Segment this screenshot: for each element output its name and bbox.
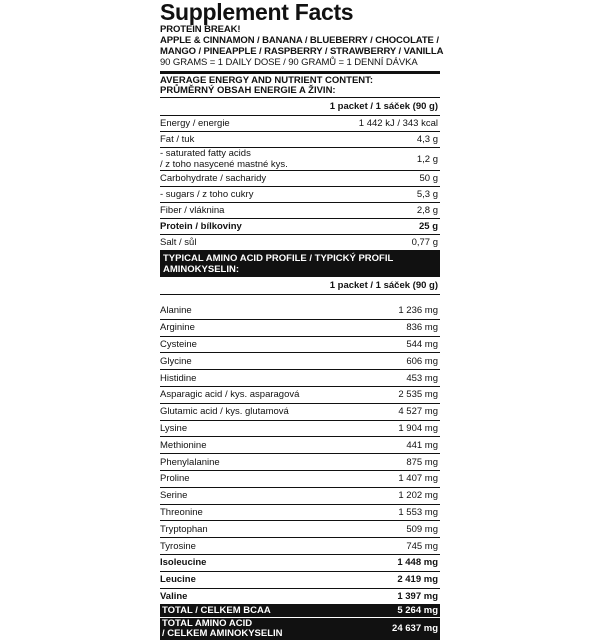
nutrient-row: [160, 219, 440, 235]
total-amino-value: 24 637 mg: [392, 623, 438, 635]
amino-acid-row: [160, 320, 440, 337]
amino-acid-value: 4 527 mg: [398, 406, 438, 418]
amino-acid-row: [160, 589, 440, 606]
nutrient-value: 2,8 g: [416, 205, 438, 216]
amino-acid-value: 453 mg: [406, 372, 438, 384]
nutrient-label: Salt / sůl: [160, 237, 197, 248]
amino-acid-row: [160, 404, 440, 421]
nutrient-value: 25 g: [418, 221, 438, 232]
nutrient-label: Energy / energie: [160, 118, 230, 129]
amino-section-heading: TYPICAL AMINO ACID PROFILE / TYPICKÝ PROFIL AMINOKYSELIN:: [160, 251, 440, 277]
amino-acid-value: 745 mg: [406, 540, 438, 552]
amino-acid-value: 1 236 mg: [398, 305, 438, 317]
nutrient-table: [160, 116, 440, 251]
amino-acid-row: [160, 471, 440, 488]
nutrient-label: - saturated fatty acids / z toho nasycené mastné kys.: [160, 148, 288, 170]
supplement-facts-panel: [160, 0, 444, 641]
amino-acid-value: 1 448 mg: [397, 557, 438, 569]
nutrient-row: [160, 235, 440, 251]
amino-acid-value: 1 202 mg: [398, 490, 438, 502]
amino-acid-label: Asparagic acid / kys. asparagová: [160, 389, 300, 401]
amino-acid-label: Glutamic acid / kys. glutamová: [160, 406, 289, 418]
nutrient-value: 1,2 g: [416, 153, 438, 165]
amino-acid-row: [160, 437, 440, 454]
nutrient-row: [160, 187, 440, 203]
amino-acid-row: [160, 303, 440, 320]
amino-acid-value: 1 904 mg: [398, 422, 438, 434]
amino-acid-label: Valine: [160, 590, 188, 602]
amino-acid-value: 544 mg: [406, 338, 438, 350]
nutrient-value: 1 442 kJ / 343 kcal: [358, 118, 438, 129]
nutrient-value: 0,77 g: [411, 237, 438, 248]
amino-acid-value: 836 mg: [406, 322, 438, 334]
product-name: PROTEIN BREAK!: [160, 24, 241, 35]
amino-acid-value: 2 535 mg: [398, 389, 438, 401]
nutrient-label: - sugars / z toho cukry: [160, 189, 254, 200]
amino-acid-row: [160, 387, 440, 404]
amino-acid-label: Glycine: [160, 355, 192, 367]
nutrient-row: [160, 132, 440, 148]
total-bcaa-label: TOTAL / CELKEM BCAA: [162, 605, 271, 617]
amino-acid-row: [160, 337, 440, 354]
amino-acid-label: Isoleucine: [160, 557, 207, 569]
amino-acid-row: [160, 555, 440, 572]
nutrient-heading-en: AVERAGE ENERGY AND NUTRIENT CONTENT:: [160, 75, 374, 86]
flavors-line-1: APPLE & CINNAMON / BANANA / BLUEBERRY / CHOCOLATE /: [160, 35, 439, 46]
amino-acid-value: 606 mg: [406, 355, 438, 367]
nutrient-row: [160, 171, 440, 187]
amino-table: [160, 303, 440, 605]
nutrient-value: 4,3 g: [416, 134, 438, 145]
amino-acid-value: 1 397 mg: [397, 590, 438, 602]
panel-title: Supplement Facts: [160, 0, 354, 25]
amino-spacer: [160, 295, 440, 303]
amino-column-header: 1 packet / 1 sáček (90 g): [160, 277, 440, 295]
amino-acid-row: [160, 370, 440, 387]
amino-acid-label: Serine: [160, 490, 188, 502]
amino-acid-row: [160, 488, 440, 505]
amino-acid-label: Cysteine: [160, 338, 197, 350]
amino-acid-row: [160, 521, 440, 538]
nutrient-heading-cz: PRŮMĚRNÝ OBSAH ENERGIE A ŽIVIN:: [160, 85, 336, 96]
daily-dose: 90 GRAMS = 1 DAILY DOSE / 90 GRAMŮ = 1 DENNÍ DÁVKA: [160, 57, 418, 68]
amino-acid-row: [160, 353, 440, 370]
nutrient-row: [160, 116, 440, 132]
amino-acid-value: 875 mg: [406, 456, 438, 468]
amino-acid-row: [160, 421, 440, 438]
total-amino-label: TOTAL AMINO ACID / CELKEM AMINOKYSELIN: [162, 618, 283, 640]
amino-acid-value: 441 mg: [406, 439, 438, 451]
nutrient-value: 50 g: [419, 173, 438, 184]
amino-acid-label: Arginine: [160, 322, 195, 334]
amino-acid-label: Proline: [160, 473, 190, 485]
amino-acid-label: Threonine: [160, 506, 203, 518]
amino-acid-label: Methionine: [160, 439, 207, 451]
amino-acid-row: [160, 454, 440, 471]
amino-acid-label: Lysine: [160, 422, 188, 434]
amino-acid-value: 2 419 mg: [397, 574, 438, 586]
nutrient-value: 5,3 g: [416, 189, 438, 200]
nutrient-label: Protein / bílkoviny: [160, 221, 242, 232]
flavors-line-2: MANGO / PINEAPPLE / RASPBERRY / STRAWBERRY / VANILLA: [160, 46, 444, 57]
total-bcaa-value: 5 264 mg: [397, 605, 438, 617]
amino-acid-label: Alanine: [160, 305, 192, 317]
nutrient-section-heading: [160, 74, 440, 97]
amino-acid-value: 1 407 mg: [398, 473, 438, 485]
total-amino-row: [160, 618, 440, 641]
amino-acid-label: Phenylalanine: [160, 456, 220, 468]
nutrient-column-header: 1 packet / 1 sáček (90 g): [160, 98, 440, 116]
amino-acid-label: Histidine: [160, 372, 197, 384]
nutrient-row: [160, 148, 440, 171]
total-bcaa-row: [160, 605, 440, 618]
nutrient-label: Fat / tuk: [160, 134, 195, 145]
amino-acid-row: [160, 538, 440, 555]
amino-acid-row: [160, 572, 440, 589]
amino-acid-row: [160, 505, 440, 522]
amino-acid-value: 1 553 mg: [398, 506, 438, 518]
amino-acid-label: Tryptophan: [160, 523, 208, 535]
nutrient-label: Carbohydrate / sacharidy: [160, 173, 267, 184]
nutrient-row: [160, 203, 440, 219]
amino-acid-label: Leucine: [160, 574, 196, 586]
amino-acid-label: Tyrosine: [160, 540, 196, 552]
nutrient-label: Fiber / vláknina: [160, 205, 225, 216]
amino-acid-value: 509 mg: [406, 523, 438, 535]
